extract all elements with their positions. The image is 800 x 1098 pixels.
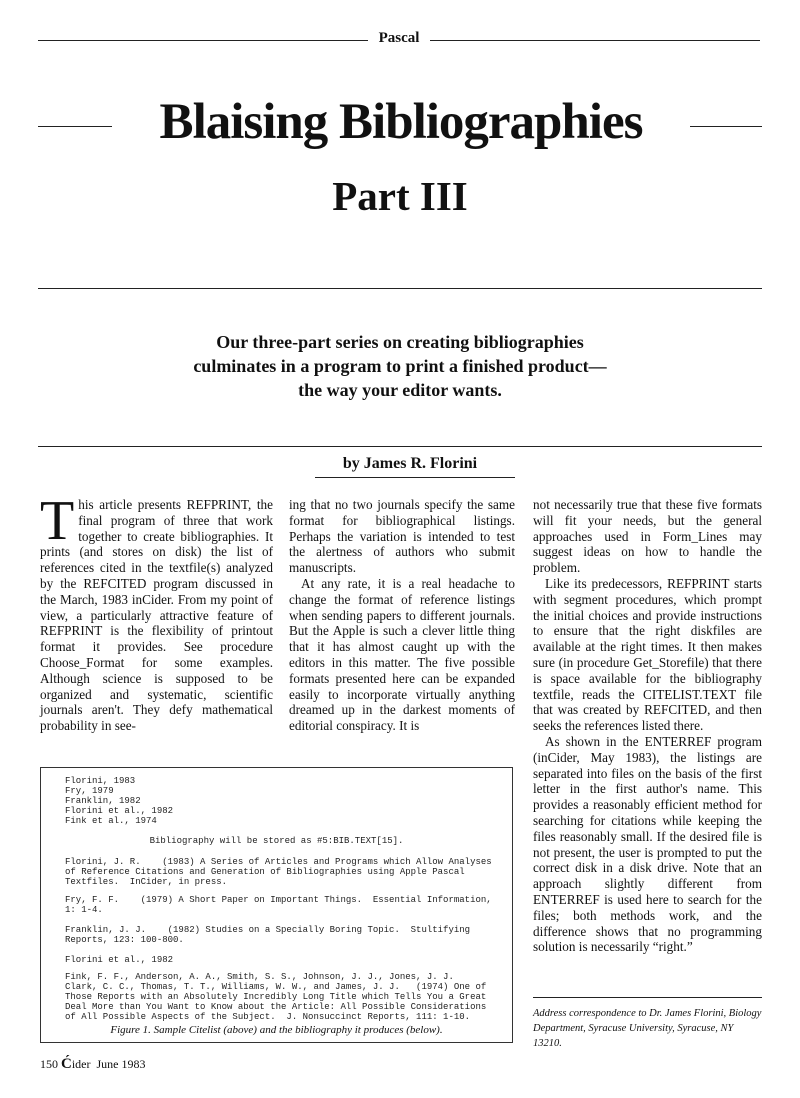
body-column-1 <box>40 490 273 734</box>
body-column-3 <box>533 497 762 955</box>
figure-1 <box>40 767 513 1043</box>
section-rule-right <box>430 40 760 41</box>
body-paragraph: At any rate, it is a real headache to change the format of reference listings when sending papers to different journals. But the Apple is such a clever little thing that it has almost caught up with the editors in this matter. The five possible formats presented here can be expanded easily to incorporate virtually anything dreamed up in the darkest moments of editorial conspiracy. It is <box>289 575 515 734</box>
bibliography-entry: Fry, F. F. (1979) A Short Paper on Important Things. Essential Information, 1: 1-4. <box>65 895 492 915</box>
body-paragraph: Like its predecessors, REFPRINT starts with segment procedures, which prompt the initial choices and provide instructions to ensure that the right diskfiles are available at the right times. It then makes sure (in procedure Get_Storefile) that there is space available for the bibliography textfile, reads the CITELIST.TEXT file that was created by REFCITED, and then seeks the references listed there. <box>533 575 762 734</box>
storage-message: Bibliography will be stored as #5:BIB.TEXT[15]. <box>149 836 404 846</box>
body-paragraph: not necessarily true that these five formats will fit your needs, but the general approaches used in Form_Lines may suggest ideas on how to handle the problem. <box>533 497 762 576</box>
body-paragraph <box>40 490 273 734</box>
address-note: Address correspondence to Dr. James Florini, Biology Department, Syracuse University, Syracuse, NY 13210. <box>533 1008 762 1049</box>
address-rule <box>533 997 762 998</box>
article-deck <box>150 330 650 402</box>
section-rule-left <box>38 40 368 41</box>
deck-line: culminates in a program to print a finished product— <box>193 356 607 376</box>
body-paragraph: As shown in the ENTERREF program (inCider, May 1983), the listings are separated into files on the basis of the first letter in the first author's name. This provides a reasonably efficient method for searching for citations while keeping the files reasonably small. If the desired file is not present, the user is prompted to put the correct disk in a disk drive. Note that an approach slightly different from ENTERREF is used here to search for the files; both methods work, and the difference shows that no programming solution is necessarily “right.” <box>533 733 762 955</box>
incider-logo: Ć <box>61 1056 72 1072</box>
page-number: 150 <box>40 1057 58 1071</box>
title-rule-left <box>38 126 112 127</box>
bibliography-entry: Florini, J. R. (1983) A Series of Articles and Programs which Allow Analyses of Reference Citations and Generation of Bibliographies using Apple Pascal Textfiles. InCider, in press. <box>65 857 492 887</box>
divider-rule <box>38 288 762 289</box>
logo-text: ider <box>71 1057 91 1071</box>
drop-cap: T <box>40 490 75 552</box>
divider-rule <box>38 446 762 447</box>
paragraph-text: his article presents REFPRINT, the final program of three that work together to create bibliographies. It prints (and stores on disk) the list of references cited in the textfile(s) analyzed by the REFCITED program discussed in the March, 1983 inCider. From my point of view, a particularly attractive feature of REFPRINT is the flexibility of printout format it provides. See procedure Choose_Format for some examples. Although science is supposed to be organized and systematic, scientific journals aren't. They defy mathematical probability in see- <box>40 497 273 734</box>
page-footer <box>40 1056 146 1073</box>
body-column-2 <box>289 497 515 734</box>
issue-date: June 1983 <box>96 1057 146 1071</box>
citelist-listing: Florini, 1983 Fry, 1979 Franklin, 1982 Florini et al., 1982 Fink et al., 1974 <box>65 776 174 826</box>
bibliography-entry: Franklin, J. J. (1982) Studies on a Specially Boring Topic. Stultifying Reports, 123: 100-800. <box>65 925 471 945</box>
deck-line: Our three-part series on creating bibliographies <box>216 332 584 352</box>
body-paragraph: ing that no two journals specify the same format for bibliographical listings. Perhaps the variation is intended to test the alertness of authors who submit manuscripts. <box>289 497 515 576</box>
deck-line: the way your editor wants. <box>298 380 502 400</box>
bibliography-entry: Florini et al., 1982 <box>65 955 174 965</box>
byline-rule <box>315 477 515 478</box>
byline: by James R. Florini <box>342 455 478 472</box>
article-title: Blaising Bibliographies <box>159 94 643 150</box>
section-label: Pascal <box>378 30 420 46</box>
title-rule-right <box>690 126 762 127</box>
article-subtitle: Part III <box>332 173 468 219</box>
bibliography-entry: Fink, F. F., Anderson, A. A., Smith, S. S., Johnson, J. J., Jones, J. J. Clark, C. C., Thomas, T. T., Williams, W. W., and James, J. J. (1974) One of Those Reports with an Absolutely Incredibly Long Title which Tells You a Great Deal More than You Want to Know about the Article: All Possible Considerations of All Possible Aspects of the Subject. J. Nonsuccinct Reports, 111: 1-10. <box>65 972 487 1022</box>
figure-caption: Figure 1. Sample Citelist (above) and the bibliography it produces (below). <box>110 1024 443 1036</box>
